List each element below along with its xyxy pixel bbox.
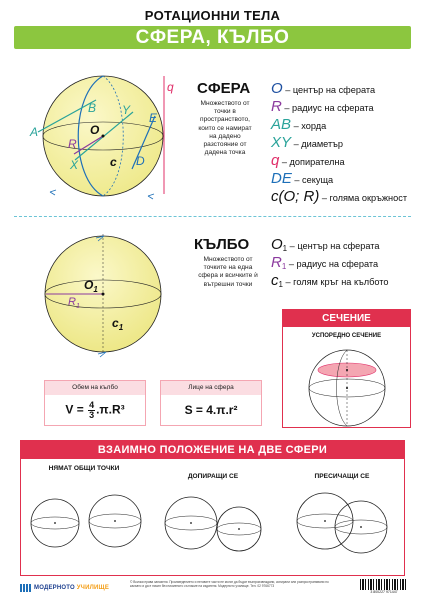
logo-icon xyxy=(20,584,32,592)
sphere-def-item xyxy=(271,98,407,116)
sphere-description: Множеството от точки в пространството, които се намират на дадено разстояние от дадена точка xyxy=(198,100,252,157)
ball-def-subscript: 1 xyxy=(281,262,287,271)
label-d: D xyxy=(136,154,145,168)
ball-label-c: $c_1$ xyxy=(112,316,124,332)
ball-def-text: – голям кръг на кълбото xyxy=(282,277,389,287)
ball-def-subscript: 1 xyxy=(278,280,283,289)
sphere-def-item xyxy=(271,134,407,152)
sphere-def-text: – голяма окръжност xyxy=(319,193,408,203)
case-label-tangent: ДОПИРАЩИ СЕ xyxy=(187,473,239,480)
label-o: O xyxy=(90,123,100,137)
ball-def-item xyxy=(271,272,388,290)
sphere-def-text: – хорда xyxy=(291,121,327,131)
label-y: Y xyxy=(122,103,131,117)
ball-def-item xyxy=(271,236,388,254)
sphere-def-text: – секуща xyxy=(291,175,334,185)
ball-definitions xyxy=(271,236,388,290)
footer xyxy=(0,577,425,600)
sphere-def-item xyxy=(271,80,407,98)
sphere-def-text: – радиус на сферата xyxy=(281,103,374,113)
sphere-def-text: – диаметър xyxy=(291,139,344,149)
ball-def-symbol: c xyxy=(271,272,279,289)
sphere-def-text: – допирателна xyxy=(279,157,345,167)
label-r: R xyxy=(68,137,77,151)
label-a: A xyxy=(30,125,39,139)
sphere-def-symbol: R xyxy=(271,98,282,115)
sphere-def-item xyxy=(271,188,407,206)
barcode-icon xyxy=(360,579,408,590)
section-title: СЕЧЕНИЕ xyxy=(283,310,410,327)
ball-def-symbol: R xyxy=(271,254,282,271)
sphere-diagram xyxy=(30,74,180,209)
area-formula: S = 4.π.r² xyxy=(184,403,238,417)
volume-box xyxy=(44,380,146,426)
case-label-intersecting: ПРЕСИЧАЩИ СЕ xyxy=(314,473,370,480)
logo-text-b: УЧИЛИЩЕ xyxy=(76,585,110,591)
ball-def-text: – радиус на сферата xyxy=(286,259,379,269)
sphere-heading: СФЕРА xyxy=(197,80,251,97)
logo-text-a: МОДЕРНОТО xyxy=(34,585,75,591)
barcode xyxy=(360,579,408,595)
spheres-disjoint xyxy=(27,489,145,569)
label-c: c xyxy=(110,155,117,169)
mutual-position-box xyxy=(20,440,405,576)
sphere-def-symbol: DE xyxy=(271,170,292,187)
ball-def-text: – център на сферата xyxy=(287,241,380,251)
sphere-def-symbol: O xyxy=(271,80,283,97)
sphere-def-item xyxy=(271,152,407,170)
label-e: E xyxy=(149,111,158,125)
section-box xyxy=(282,309,411,428)
mutual-title: ВЗАИМНО ПОЛОЖЕНИЕ НА ДВЕ СФЕРИ xyxy=(21,441,404,459)
page-subtitle: РОТАЦИОННИ ТЕЛА xyxy=(144,8,281,23)
sphere-def-symbol: c(O; R) xyxy=(271,188,320,205)
sphere-def-text: – център на сферата xyxy=(282,85,376,95)
section-subtitle: УСПОРЕДНО СЕЧЕНИЕ xyxy=(311,333,382,339)
ball-label-r: $R_1$ xyxy=(68,296,80,310)
ball-description: Множеството от точките на една сфера и всичките ѝ вътрешни точки xyxy=(198,256,258,288)
sphere-def-item xyxy=(271,170,407,188)
barcode-number: 3 800227 971447 xyxy=(370,590,398,594)
area-box xyxy=(160,380,262,426)
title-banner xyxy=(14,26,411,49)
label-x: X xyxy=(70,158,79,172)
ball-diagram xyxy=(30,232,180,362)
ball-heading: КЪЛБО xyxy=(194,236,250,253)
area-label: Лице на сфера xyxy=(161,381,261,395)
ball-def-item xyxy=(271,254,388,272)
case-label-disjoint: НЯМАТ ОБЩИ ТОЧКИ xyxy=(48,465,120,472)
sphere-def-item xyxy=(271,116,407,134)
divider-top xyxy=(14,216,411,217)
copyright-text: © Всички права запазени. Произведението и неговите части не могат да бъдат възпроизвеждани, копирани или разпространявани по какъвто и да е начин без писменото съгласие на издателя. Модерното училище. Тел. 02 9766773 xyxy=(130,580,329,588)
ball-def-subscript: 1 xyxy=(282,244,288,253)
label-b: B xyxy=(88,101,97,115)
sphere-definitions xyxy=(271,80,407,206)
page-title: СФЕРА, КЪЛБО xyxy=(135,27,290,48)
spheres-intersecting xyxy=(283,485,401,571)
sphere-def-symbol: q xyxy=(271,152,280,169)
sphere-def-symbol: XY xyxy=(271,134,292,151)
publisher-logo xyxy=(20,583,109,593)
volume-label: Обем на кълбо xyxy=(45,381,145,395)
label-q: q xyxy=(167,80,174,94)
volume-formula: V = $\frac{4}{3}$ .π.R³ xyxy=(65,400,125,420)
sphere-def-symbol: AB xyxy=(271,116,292,133)
section-diagram xyxy=(295,342,399,426)
ball-label-o: $O_1$ xyxy=(84,278,98,294)
spheres-tangent xyxy=(156,489,274,569)
ball-def-symbol: O xyxy=(271,236,283,253)
